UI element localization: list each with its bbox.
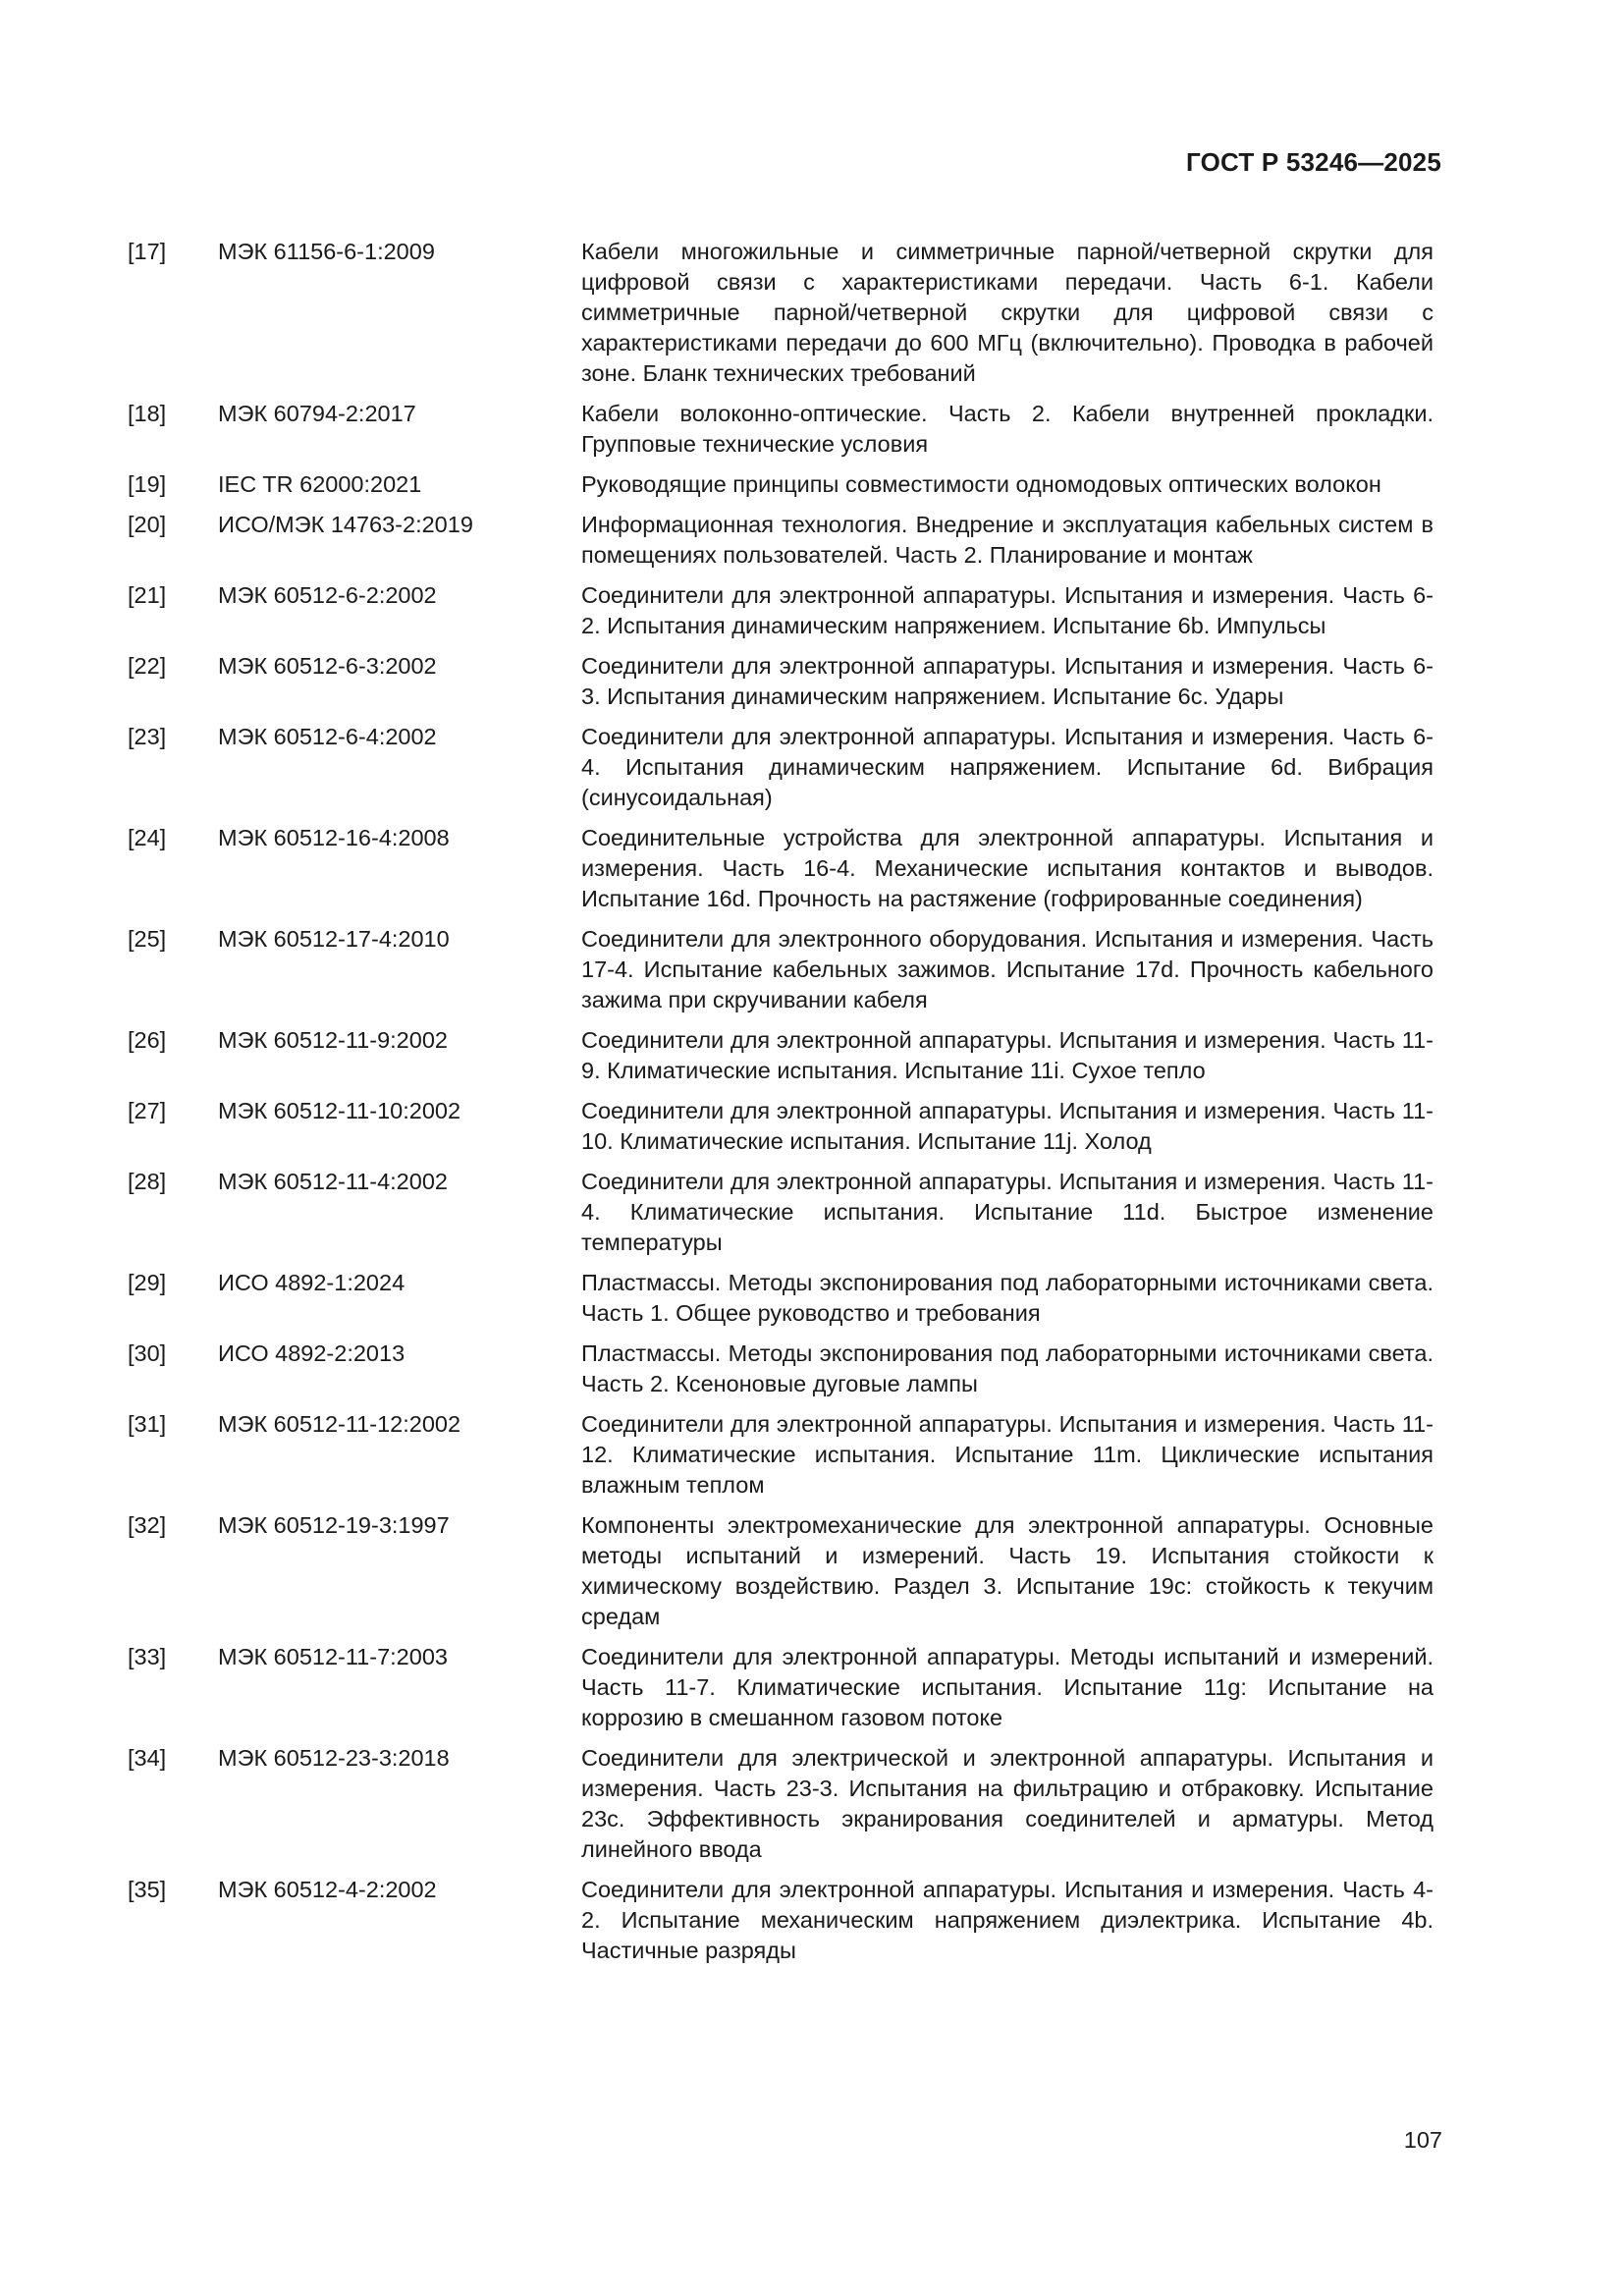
reference-code: МЭК 60512-19-3:1997 <box>218 1512 450 1538</box>
reference-row <box>128 823 1434 914</box>
reference-code: МЭК 60512-6-2:2002 <box>218 582 437 608</box>
reference-title: Кабели волоконно-оптические. Часть 2. Кабели внутренней прокладки. Групповые технические условия <box>581 401 1434 457</box>
reference-title: Соединители для электронной аппаратуры. Испытания и измерения. Часть 11-12. Климатические испытания. Испытание 11m. Циклические испытания влажным теплом <box>581 1411 1434 1498</box>
reference-code: ИСО/МЭК 14763-2:2019 <box>218 512 473 537</box>
reference-code: ИСО 4892-2:2013 <box>218 1340 406 1366</box>
reference-row <box>128 1025 1434 1086</box>
reference-number: [19] <box>128 471 167 497</box>
reference-title: Соединители для электрической и электронной аппаратуры. Испытания и измерения. Часть 23-3. Испытания на фильтрацию и отбраковку. Испытание 23c. Эффективность экранирования соединителей и арматуры. Метод линейного ввода <box>581 1745 1434 1862</box>
reference-code: МЭК 60794-2:2017 <box>218 401 416 426</box>
reference-number: [22] <box>128 653 167 679</box>
reference-row <box>128 1875 1434 1966</box>
reference-title: Кабели многожильные и симметричные парной/четверной скрутки для цифровой связи с характеристиками передачи. Часть 6-1. Кабели симметричные парной/четверной скрутки для цифровой связи с характеристиками передачи до 600 МГц (включительно). Проводка в рабочей зоне. Бланк технических требований <box>581 239 1434 386</box>
reference-title: Соединительные устройства для электронной аппаратуры. Испытания и измерения. Часть 16-4. Механические испытания контактов и выводов. Испытание 16d. Прочность на растяжение (гофрированные соединения) <box>581 825 1434 911</box>
reference-number: [25] <box>128 926 167 952</box>
reference-number: [24] <box>128 825 167 850</box>
reference-row <box>128 924 1434 1015</box>
reference-title: Соединители для электронной аппаратуры. Испытания и измерения. Часть 6-4. Испытания динамическим напряжением. Испытание 6d. Вибрация (синусоидальная) <box>581 724 1434 810</box>
reference-title: Соединители для электронной аппаратуры. Испытания и измерения. Часть 6-3. Испытания динамическим напряжением. Испытание 6c. Удары <box>581 653 1434 709</box>
reference-row <box>128 1268 1434 1329</box>
reference-row <box>128 580 1434 641</box>
document-header: ГОСТ Р 53246—2025 <box>1186 147 1441 177</box>
reference-row <box>128 1642 1434 1733</box>
reference-number: [35] <box>128 1877 167 1902</box>
reference-number: [29] <box>128 1270 167 1295</box>
reference-row <box>128 1339 1434 1399</box>
reference-number: [34] <box>128 1745 167 1771</box>
reference-code: МЭК 60512-11-10:2002 <box>218 1098 461 1123</box>
page-number: 107 <box>1403 2127 1442 2153</box>
reference-row <box>128 1096 1434 1157</box>
reference-code: МЭК 60512-17-4:2010 <box>218 926 450 952</box>
reference-row <box>128 237 1434 389</box>
reference-row <box>128 1167 1434 1258</box>
reference-title: Информационная технология. Внедрение и эксплуатация кабельных систем в помещениях пользователей. Часть 2. Планирование и монтаж <box>581 512 1434 568</box>
reference-row <box>128 722 1434 813</box>
bibliography-list <box>128 237 1434 1976</box>
reference-number: [17] <box>128 239 167 264</box>
reference-number: [23] <box>128 724 167 749</box>
reference-row <box>128 1510 1434 1632</box>
reference-number: [20] <box>128 512 167 537</box>
reference-title: Руководящие принципы совместимости одномодовых оптических волокон <box>581 471 1381 497</box>
reference-title: Соединители для электронной аппаратуры. Методы испытаний и измерений. Часть 11-7. Климатические испытания. Испытание 11g: Испытание на коррозию в смешанном газовом потоке <box>581 1644 1434 1730</box>
reference-row <box>128 469 1434 500</box>
reference-code: МЭК 61156-6-1:2009 <box>218 239 435 264</box>
reference-title: Соединители для электронной аппаратуры. Испытания и измерения. Часть 11-4. Климатические испытания. Испытание 11d. Быстрое изменение температуры <box>581 1169 1434 1255</box>
reference-title: Пластмассы. Методы экспонирования под лабораторными источниками света. Часть 1. Общее руководство и требования <box>581 1270 1434 1326</box>
reference-row <box>128 1743 1434 1865</box>
reference-code: МЭК 60512-6-3:2002 <box>218 653 437 679</box>
reference-number: [33] <box>128 1644 167 1669</box>
reference-number: [30] <box>128 1340 167 1366</box>
reference-title: Соединители для электронной аппаратуры. Испытания и измерения. Часть 4-2. Испытание механическим напряжением диэлектрика. Испытание 4b. Частичные разряды <box>581 1877 1434 1963</box>
reference-code: МЭК 60512-11-12:2002 <box>218 1411 461 1437</box>
reference-code: МЭК 60512-6-4:2002 <box>218 724 437 749</box>
reference-code: МЭК 60512-11-7:2003 <box>218 1644 448 1669</box>
reference-code: МЭК 60512-23-3:2018 <box>218 1745 450 1771</box>
reference-code: МЭК 60512-11-4:2002 <box>218 1169 448 1194</box>
reference-row <box>128 399 1434 460</box>
reference-title: Соединители для электронной аппаратуры. Испытания и измерения. Часть 11-9. Климатические испытания. Испытание 11i. Сухое тепло <box>581 1027 1434 1083</box>
reference-code: ИСО 4892-1:2024 <box>218 1270 406 1295</box>
reference-code: IEC TR 62000:2021 <box>218 471 422 497</box>
reference-row <box>128 510 1434 571</box>
reference-number: [21] <box>128 582 167 608</box>
reference-number: [26] <box>128 1027 167 1053</box>
reference-number: [27] <box>128 1098 167 1123</box>
reference-title: Соединители для электронной аппаратуры. Испытания и измерения. Часть 11-10. Климатические испытания. Испытание 11j. Холод <box>581 1098 1434 1154</box>
reference-row <box>128 1409 1434 1501</box>
reference-row <box>128 651 1434 712</box>
reference-title: Соединители для электронного оборудования. Испытания и измерения. Часть 17-4. Испытание кабельных зажимов. Испытание 17d. Прочность кабельного зажима при скручивании кабеля <box>581 926 1434 1012</box>
reference-title: Пластмассы. Методы экспонирования под лабораторными источниками света. Часть 2. Ксеноновые дуговые лампы <box>581 1340 1434 1396</box>
reference-code: МЭК 60512-4-2:2002 <box>218 1877 437 1902</box>
reference-code: МЭК 60512-11-9:2002 <box>218 1027 448 1053</box>
reference-number: [18] <box>128 401 167 426</box>
reference-code: МЭК 60512-16-4:2008 <box>218 825 450 850</box>
reference-number: [28] <box>128 1169 167 1194</box>
reference-number: [31] <box>128 1411 167 1437</box>
reference-title: Соединители для электронной аппаратуры. Испытания и измерения. Часть 6-2. Испытания динамическим напряжением. Испытание 6b. Импульсы <box>581 582 1434 638</box>
reference-number: [32] <box>128 1512 167 1538</box>
reference-title: Компоненты электромеханические для электронной аппаратуры. Основные методы испытаний и измерений. Часть 19. Испытания стойкости к химическому воздействию. Раздел 3. Испытание 19c: стойкость к текучим средам <box>581 1512 1434 1629</box>
